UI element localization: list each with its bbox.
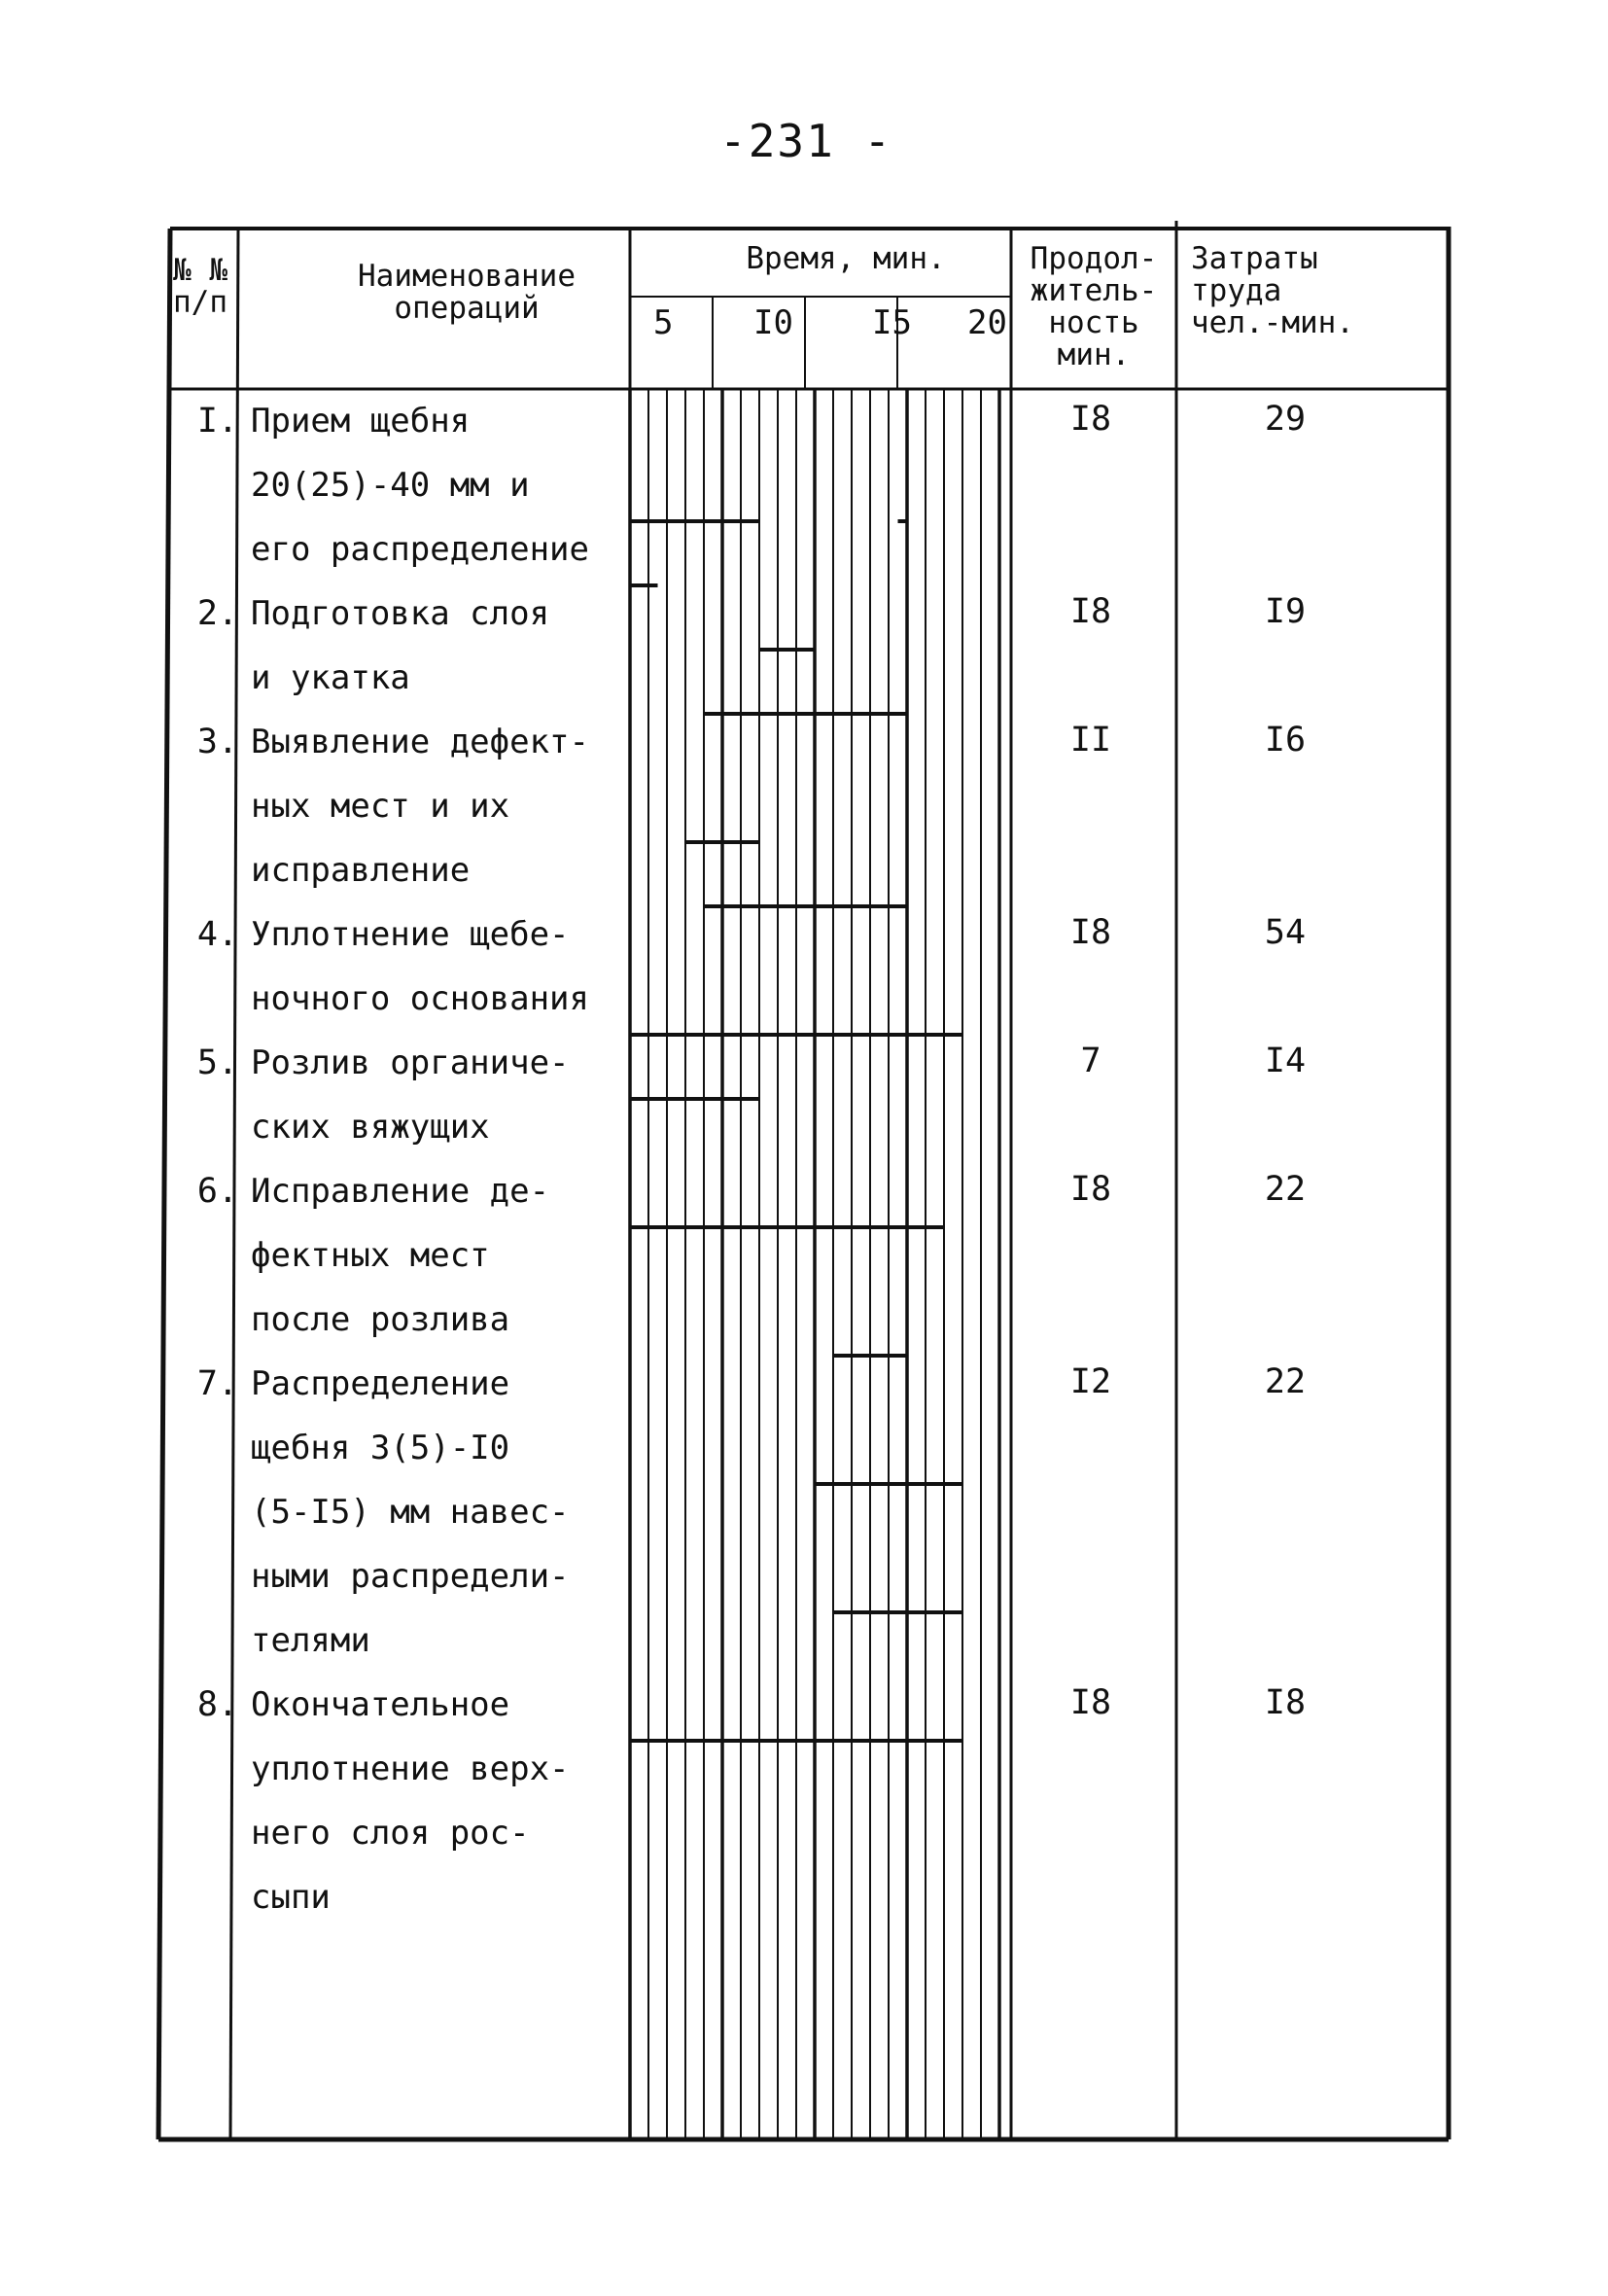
operation-name-line: Выявление дефект- bbox=[251, 723, 589, 761]
row-number: I. bbox=[196, 402, 238, 441]
labor-value: I4 bbox=[1264, 1042, 1307, 1080]
duration-value: I8 bbox=[1069, 1170, 1112, 1209]
operation-name-line: Прием щебня bbox=[251, 402, 471, 441]
operation-name-line: после розлива bbox=[251, 1300, 510, 1339]
row-number: 5. bbox=[196, 1043, 238, 1082]
operation-name-line: ными распредели- bbox=[251, 1557, 570, 1596]
labor-value: 29 bbox=[1264, 400, 1307, 439]
labor-value: I9 bbox=[1264, 592, 1307, 631]
operation-name-line: сыпи bbox=[251, 1878, 331, 1917]
row-number: 8. bbox=[196, 1685, 238, 1724]
duration-value: 7 bbox=[1080, 1042, 1101, 1080]
operation-name-line: щебня 3(5)-I0 bbox=[251, 1429, 510, 1467]
duration-value: II bbox=[1069, 721, 1112, 759]
operation-name-line: ских вяжущих bbox=[251, 1108, 490, 1147]
operation-name-line: Розлив органиче- bbox=[251, 1043, 570, 1082]
time-tick-label: I5 bbox=[872, 303, 912, 342]
operation-name-line: Подготовка слоя bbox=[251, 594, 550, 633]
operation-name-line: исправление bbox=[251, 851, 471, 890]
table-border-left bbox=[158, 229, 170, 2139]
row-number: 2. bbox=[196, 594, 238, 633]
row-number: 4. bbox=[196, 915, 238, 954]
header-number: № № п/п bbox=[173, 253, 227, 320]
row-number: 7. bbox=[196, 1364, 238, 1403]
operation-name-line: телями bbox=[251, 1621, 370, 1660]
labor-value: 54 bbox=[1264, 913, 1307, 952]
operation-name-line: Распределение bbox=[251, 1364, 510, 1403]
operation-name-line: фектных мест bbox=[251, 1236, 490, 1275]
labor-value: I6 bbox=[1264, 721, 1307, 759]
duration-value: I2 bbox=[1069, 1362, 1112, 1401]
header-time: Время, мин. bbox=[746, 241, 946, 276]
operation-name-line: Уплотнение щебе- bbox=[251, 915, 570, 954]
labor-value: 22 bbox=[1264, 1170, 1307, 1209]
duration-value: I8 bbox=[1069, 1683, 1112, 1722]
header-duration: Продол- житель- ность мин. bbox=[1030, 241, 1158, 372]
header-labor: Затраты труда чел.-мин. bbox=[1191, 241, 1354, 340]
operation-name-line: ночного основания bbox=[251, 979, 589, 1018]
duration-value: I8 bbox=[1069, 913, 1112, 952]
operation-name-line: (5-I5) мм навес- bbox=[251, 1493, 570, 1532]
operation-name-line: ных мест и их bbox=[251, 787, 510, 826]
operation-name-line: него слоя рос- bbox=[251, 1814, 530, 1853]
row-number: 6. bbox=[196, 1172, 238, 1211]
operation-name-line: и укатка bbox=[251, 658, 410, 697]
row-number: 3. bbox=[196, 723, 238, 761]
labor-value: 22 bbox=[1264, 1362, 1307, 1401]
time-tick-label: 20 bbox=[967, 303, 1007, 342]
labor-value: I8 bbox=[1264, 1683, 1307, 1722]
header-name: Наименование операций bbox=[358, 259, 576, 326]
operation-name-line: 20(25)-40 мм и bbox=[251, 466, 530, 505]
operation-name-line: его распределение bbox=[251, 530, 589, 569]
page-number: -231 - bbox=[719, 115, 893, 167]
time-tick-label: I0 bbox=[753, 303, 793, 342]
duration-value: I8 bbox=[1069, 592, 1112, 631]
operation-name-line: уплотнение верх- bbox=[251, 1749, 570, 1788]
time-tick-label: 5 bbox=[653, 303, 674, 342]
duration-value: I8 bbox=[1069, 400, 1112, 439]
operation-name-line: Окончательное bbox=[251, 1685, 510, 1724]
operation-name-line: Исправление де- bbox=[251, 1172, 550, 1211]
